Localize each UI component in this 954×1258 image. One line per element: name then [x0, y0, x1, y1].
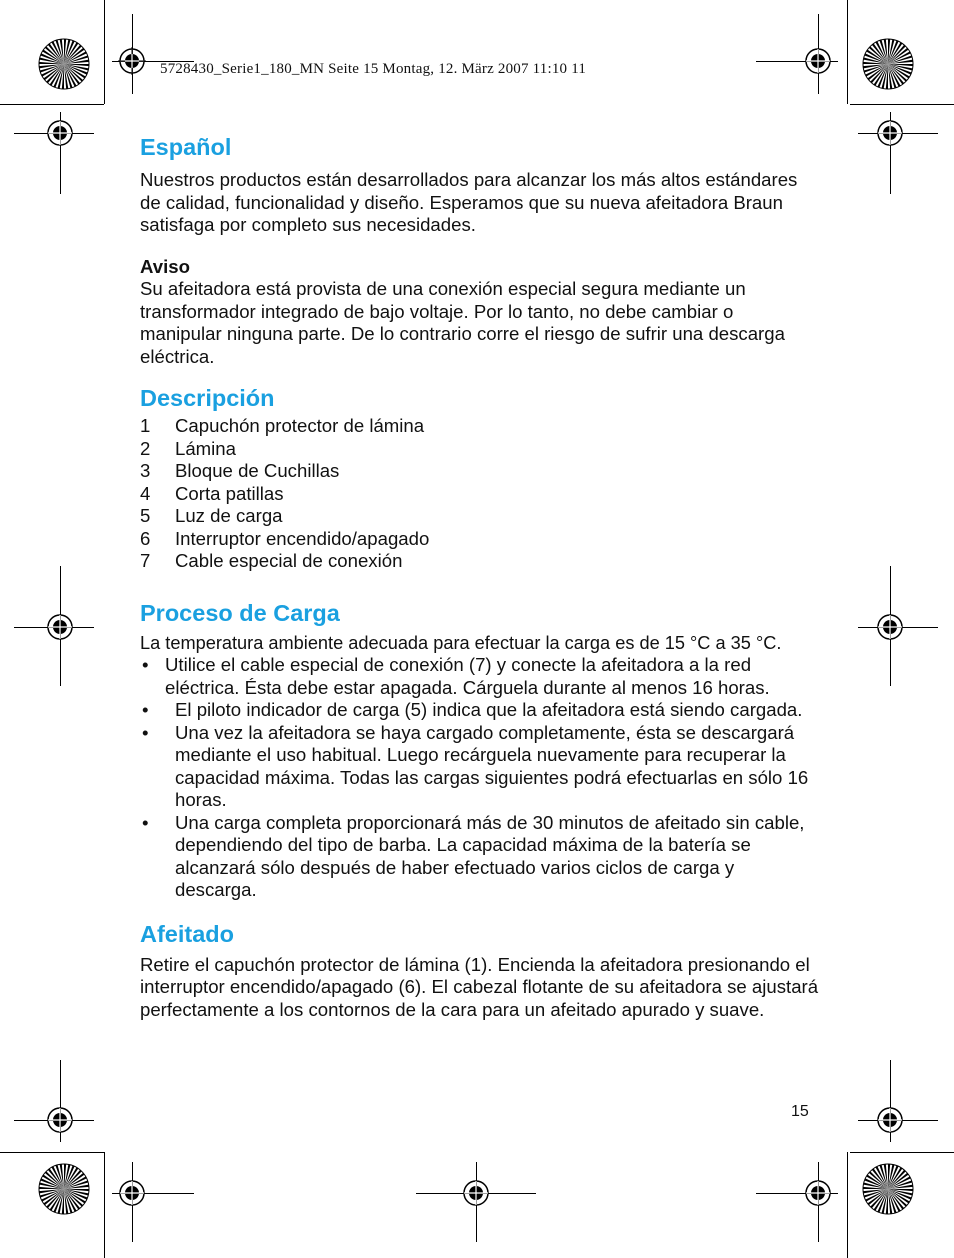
- section-title-descripcion: Descripción: [140, 385, 275, 411]
- item-number: 2: [140, 437, 151, 459]
- crop-line: [104, 1152, 105, 1258]
- crop-line: [850, 1152, 954, 1153]
- item-label: Cable especial de conexión: [175, 550, 403, 571]
- item-label: Capuchón protector de lámina: [175, 415, 425, 436]
- section-title-espanol: Español: [140, 134, 232, 160]
- item-label: Lámina: [175, 437, 236, 459]
- crop-line: [0, 1152, 104, 1153]
- page-content: [140, 132, 820, 1021]
- list-item: [140, 528, 820, 551]
- list-item: [140, 654, 820, 699]
- registration-mark-icon: [804, 47, 832, 75]
- bullet-text: Utilice el cable especial de conexión (7) y conecte la afeitadora a la red eléctrica. Ésta debe estar apagada. Cárguela durante al menos 16 horas.: [165, 654, 770, 698]
- item-label: Interruptor encendido/apagado: [175, 527, 430, 549]
- page-number: 15: [791, 1103, 809, 1120]
- item-number: 3: [140, 460, 151, 481]
- print-slug: 5728430_Serie1_180_MN Seite 15 Montag, 12. März 2007 11:10 11: [160, 61, 587, 77]
- list-item: [140, 550, 820, 573]
- item-number: 5: [140, 505, 151, 526]
- item-number: 4: [140, 482, 151, 504]
- crop-line: [0, 104, 104, 105]
- bullet-text: El piloto indicador de carga (5) indica que la afeitadora está siendo cargada.: [175, 699, 803, 720]
- crop-line: [847, 0, 848, 104]
- registration-mark-icon: [118, 47, 146, 75]
- bullet-icon: •: [142, 654, 149, 675]
- registration-mark-icon: [46, 119, 74, 147]
- bullet-text: Una carga completa proporcionará más de 30 minutos de afeitado sin cable, dependiendo del tipo de barba. La capacidad máxima de la batería se alcanzará sólo después de haber efectuado varios ciclos de carga y descarga.: [175, 811, 805, 900]
- registration-mark-icon: [46, 1106, 74, 1134]
- registration-mark-icon: [876, 613, 904, 641]
- carga-intro: La temperatura ambiente adecuada para efectuar la carga es de 15 °C a 35 °C.: [140, 632, 782, 653]
- starburst-target-icon: [862, 38, 914, 90]
- list-item: [140, 812, 820, 902]
- registration-mark-icon: [118, 1179, 146, 1207]
- aviso-heading: Aviso: [140, 255, 190, 277]
- list-item: [140, 438, 820, 461]
- item-number: 6: [140, 527, 151, 549]
- registration-mark-icon: [462, 1179, 490, 1207]
- list-item: [140, 722, 820, 812]
- item-label: Corta patillas: [175, 482, 284, 504]
- item-label: Luz de carga: [175, 505, 283, 526]
- crop-line: [104, 0, 105, 104]
- starburst-target-icon: [38, 38, 90, 90]
- list-item: [140, 460, 820, 483]
- bullet-icon: •: [142, 721, 149, 743]
- registration-mark-icon: [876, 1106, 904, 1134]
- registration-mark-icon: [876, 119, 904, 147]
- section-title-carga: Proceso de Carga: [140, 599, 340, 626]
- crop-line: [847, 1152, 848, 1258]
- bullet-text: Una vez la afeitadora se haya cargado completamente, ésta se descargará mediante el uso habitual. Luego recárguela nuevamente para recuperar la capacidad máxima. Todas las cargas siguientes podrá efectuarlas en sólo 16 horas.: [175, 721, 809, 810]
- list-item: [140, 483, 820, 506]
- registration-mark-icon: [46, 613, 74, 641]
- crop-line: [850, 104, 954, 105]
- item-number: 1: [140, 415, 151, 436]
- registration-mark-icon: [804, 1179, 832, 1207]
- list-item: [140, 505, 820, 528]
- bullet-icon: •: [142, 811, 149, 833]
- starburst-target-icon: [862, 1163, 914, 1215]
- aviso-paragraph: Su afeitadora está provista de una conexión especial segura mediante un transformador integrado de bajo voltaje. Por lo tanto, no debe cambiar o manipular ninguna parte. De lo contrario corre el riesgo de sufrir una descarga eléctrica.: [140, 278, 785, 367]
- item-label: Bloque de Cuchillas: [175, 460, 340, 481]
- afeitado-paragraph: Retire el capuchón protector de lámina (1). Encienda la afeitadora presionando el interruptor encendido/apagado (6). El cabezal flotante de su afeitadora se ajustará perfectamente a los contornos de la cara para un afeitado apurado y suave.: [140, 953, 819, 1020]
- starburst-target-icon: [38, 1163, 90, 1215]
- carga-bullets: [140, 654, 820, 902]
- intro-paragraph: Nuestros productos están desarrollados para alcanzar los más altos estándares de calidad, funcionalidad y diseño. Esperamos que su nueva afeitadora Braun satisfaga por completo sus necesidades.: [140, 169, 798, 235]
- item-number: 7: [140, 550, 151, 571]
- list-item: [140, 415, 820, 438]
- section-title-afeitado: Afeitado: [140, 920, 234, 947]
- list-item: [140, 699, 820, 722]
- bullet-icon: •: [142, 699, 149, 720]
- parts-list: [140, 415, 820, 573]
